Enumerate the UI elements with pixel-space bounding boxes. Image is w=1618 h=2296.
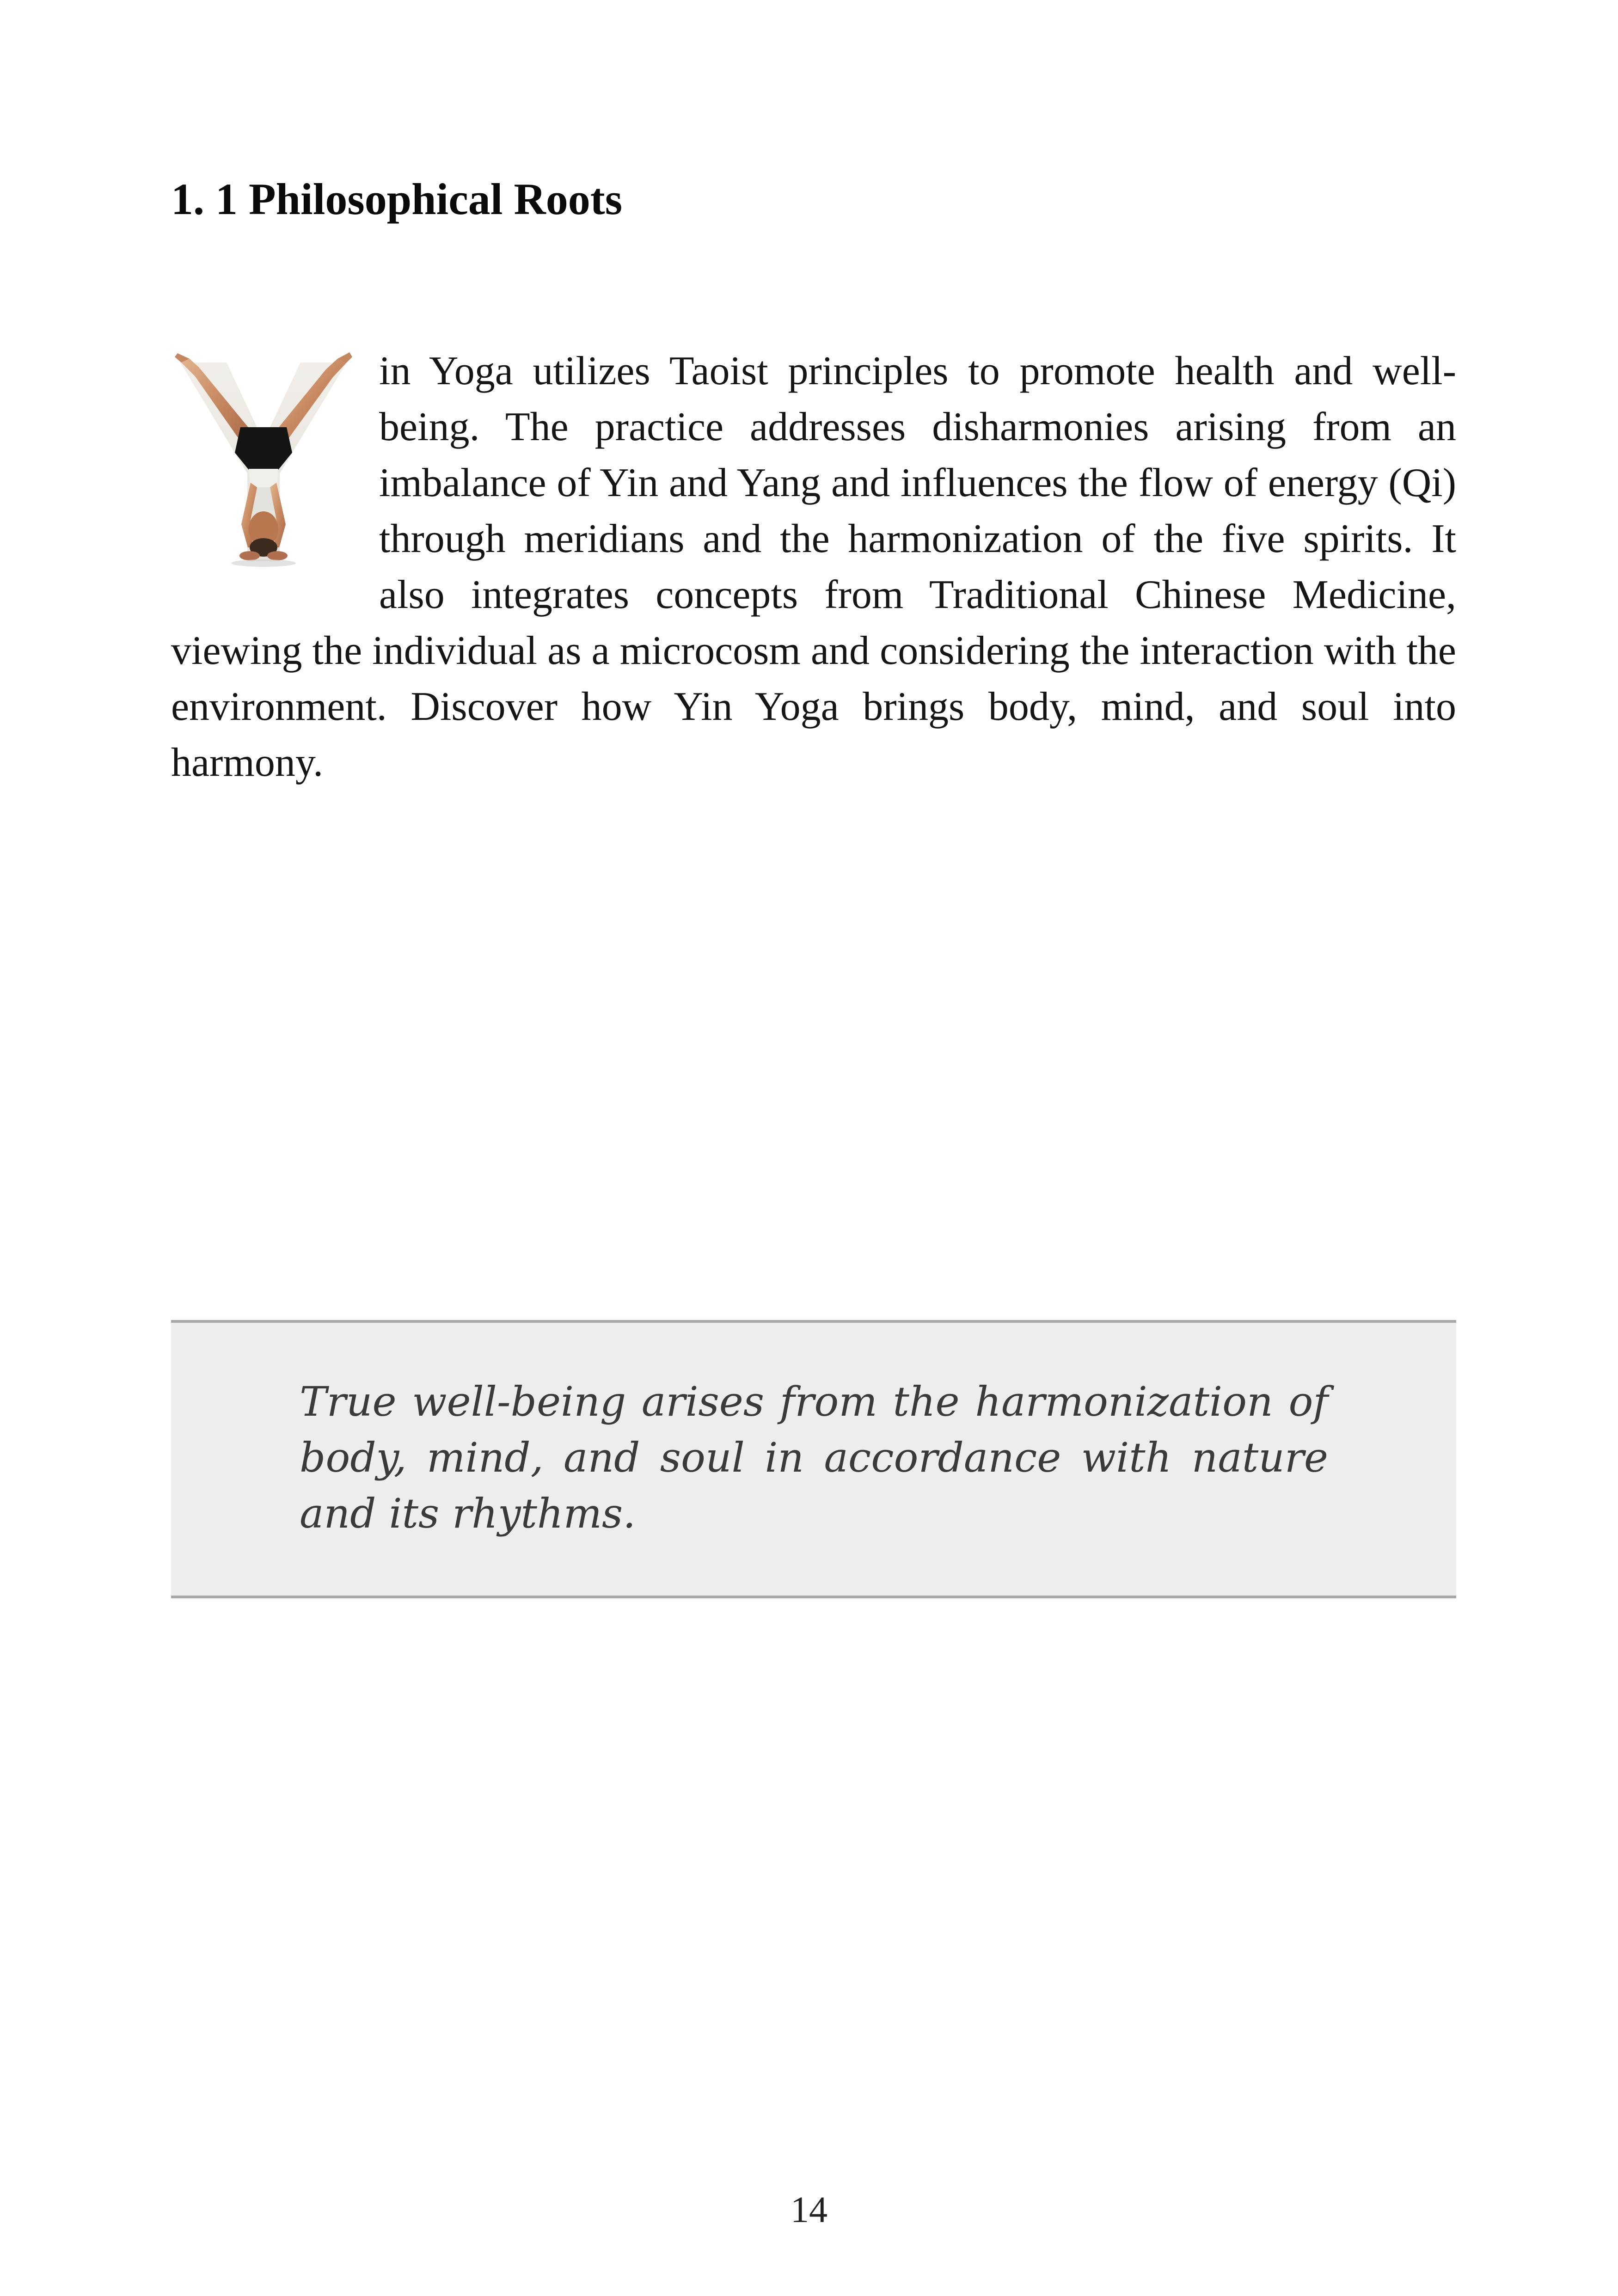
page-number: 14	[791, 2190, 827, 2230]
yoga-figure-illustration	[171, 349, 356, 568]
body-text-block	[171, 343, 1456, 791]
pull-quote-box	[171, 1320, 1456, 1598]
dropcap-yoga-figure-image	[171, 349, 356, 568]
section-heading: 1. 1 Philosophical Roots	[171, 174, 623, 224]
pull-quote-text: True well-being arises from the harmonization of body, mind, and soul in accordance with nature and its rhythms.	[300, 1378, 1328, 1537]
body-paragraph: in Yoga utilizes Taoist principles to promote health and well-being. The practice addresses disharmonies arising from an imbalance of Yin and Yang and influences the flow of energy (Qi) through meridians and the harmonization of the five spirits. It also integrates concepts from Traditional Chinese Medicine, viewing the individual as a microcosm and considering the interaction with the environment. Discover how Yin Yoga brings body, mind, and soul into harmony.	[171, 349, 1456, 785]
